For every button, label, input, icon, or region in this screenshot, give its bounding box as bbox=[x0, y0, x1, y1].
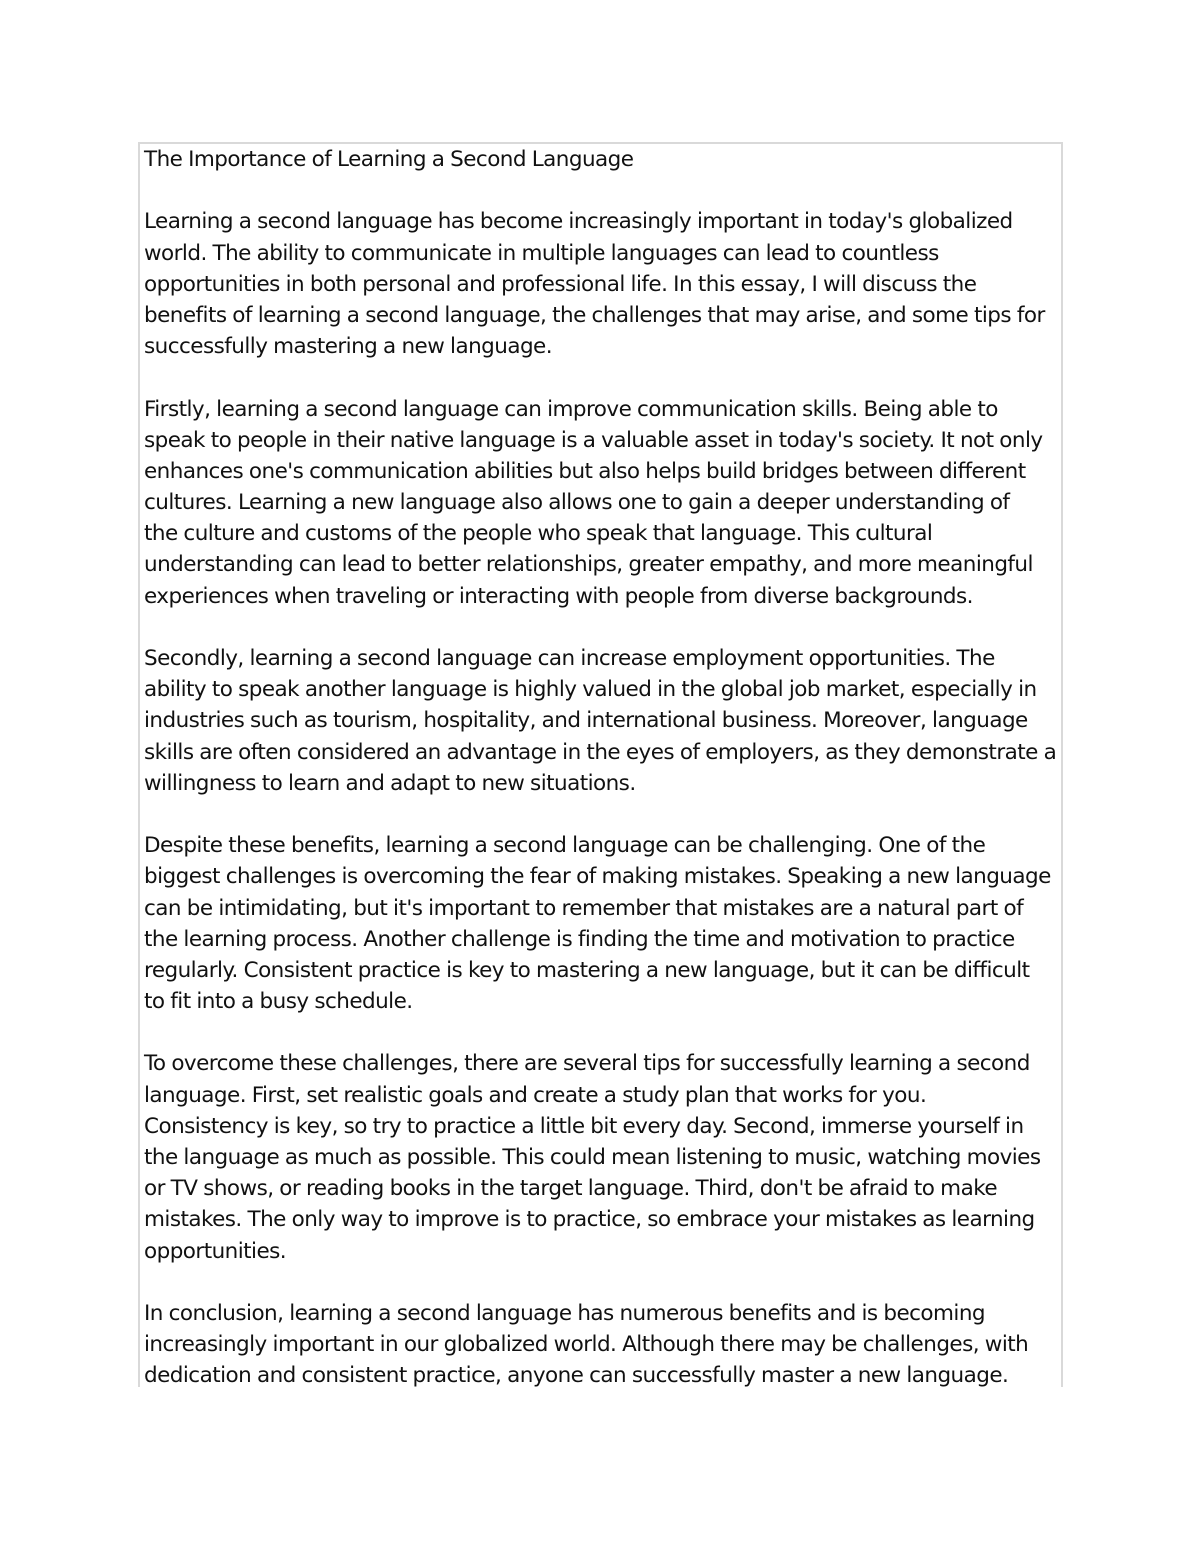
paragraph-spacer bbox=[144, 362, 1063, 393]
paragraph-introduction bbox=[144, 206, 1063, 362]
essay-title: The Importance of Learning a Second Language bbox=[144, 147, 634, 172]
paragraph-line: world. The ability to communicate in multiple languages can lead to countless bbox=[144, 240, 939, 266]
paragraph-spacer bbox=[144, 799, 1063, 830]
paragraph-line: the culture and customs of the people who speak that language. This cultural bbox=[144, 521, 933, 547]
paragraph-line: speak to people in their native language is a valuable asset in today's society. It not only bbox=[144, 427, 1043, 453]
paragraph-line: the language as much as possible. This could mean listening to music, watching movies bbox=[144, 1145, 1041, 1170]
paragraph-line: experiences when traveling or interacting with people from diverse backgrounds. bbox=[144, 583, 973, 609]
paragraph-conclusion bbox=[144, 1298, 1063, 1387]
paragraph-line: understanding can lead to better relationships, greater empathy, and more meaningful bbox=[144, 552, 1033, 578]
paragraph-line: To overcome these challenges, there are several tips for successfully learning a second bbox=[144, 1051, 1030, 1077]
paragraph-line: enhances one's communication abilities but also helps build bridges between different bbox=[144, 458, 1026, 484]
paragraph-employment bbox=[144, 643, 1063, 799]
paragraph-line: industries such as tourism, hospitality, and international business. Moreover, language bbox=[144, 708, 1028, 734]
paragraph-line: willingness to learn and adapt to new situations. bbox=[144, 770, 636, 796]
paragraph-spacer bbox=[144, 612, 1063, 643]
paragraph-line: Firstly, learning a second language can improve communication skills. Being able to bbox=[144, 396, 998, 422]
paragraph-line: the learning process. Another challenge is finding the time and motivation to practice bbox=[144, 926, 1015, 952]
paragraph-line: ability to speak another language is highly valued in the global job market, especially in bbox=[144, 677, 1037, 703]
paragraph-line: Secondly, learning a second language can increase employment opportunities. The bbox=[144, 646, 995, 671]
paragraph-spacer bbox=[144, 1267, 1063, 1298]
essay-content bbox=[144, 144, 1063, 1387]
paragraph-spacer bbox=[144, 175, 1063, 206]
paragraph-line: opportunities. bbox=[144, 1238, 287, 1264]
paragraph-line: biggest challenges is overcoming the fear of making mistakes. Speaking a new language bbox=[144, 864, 1051, 890]
paragraph-spacer bbox=[144, 1017, 1063, 1048]
paragraph-line: cultures. Learning a new language also allows one to gain a deeper understanding of bbox=[144, 490, 1010, 516]
paragraph-line: regularly. Consistent practice is key to mastering a new language, but it can be difficult bbox=[144, 957, 1030, 983]
paragraph-line: Despite these benefits, learning a second language can be challenging. One of the bbox=[144, 833, 986, 859]
paragraph-communication bbox=[144, 394, 1063, 612]
paragraph-line: Learning a second language has become increasingly important in today's globalized bbox=[144, 209, 1013, 235]
paragraph-challenges bbox=[144, 830, 1063, 1017]
paragraph-line: mistakes. The only way to improve is to practice, so embrace your mistakes as learning bbox=[144, 1207, 1035, 1233]
paragraph-line: In conclusion, learning a second language has numerous benefits and is becoming bbox=[144, 1300, 986, 1326]
paragraph-line: opportunities in both personal and professional life. In this essay, I will discuss the bbox=[144, 271, 977, 297]
paragraph-tips bbox=[144, 1048, 1063, 1266]
paragraph-line: can be intimidating, but it's important to remember that mistakes are a natural part of bbox=[144, 895, 1024, 921]
paragraph-line: language. First, set realistic goals and create a study plan that works for you. bbox=[144, 1082, 927, 1108]
paragraph-line: or TV shows, or reading books in the target language. Third, don't be afraid to make bbox=[144, 1176, 998, 1202]
paragraph-line: dedication and consistent practice, anyone can successfully master a new language. bbox=[144, 1363, 1009, 1387]
paragraph-line: Consistency is key, so try to practice a little bit every day. Second, immerse yourself in bbox=[144, 1113, 1024, 1139]
essay-text-box bbox=[138, 142, 1063, 1387]
paragraph-line: increasingly important in our globalized world. Although there may be challenges, with bbox=[144, 1332, 1029, 1358]
paragraph-line: successfully mastering a new language. bbox=[144, 334, 553, 360]
paragraph-line: skills are often considered an advantage in the eyes of employers, as they demonstrate a bbox=[144, 739, 1057, 765]
paragraph-line: benefits of learning a second language, the challenges that may arise, and some tips for bbox=[144, 302, 1045, 328]
paragraph-line: to fit into a busy schedule. bbox=[144, 989, 413, 1015]
